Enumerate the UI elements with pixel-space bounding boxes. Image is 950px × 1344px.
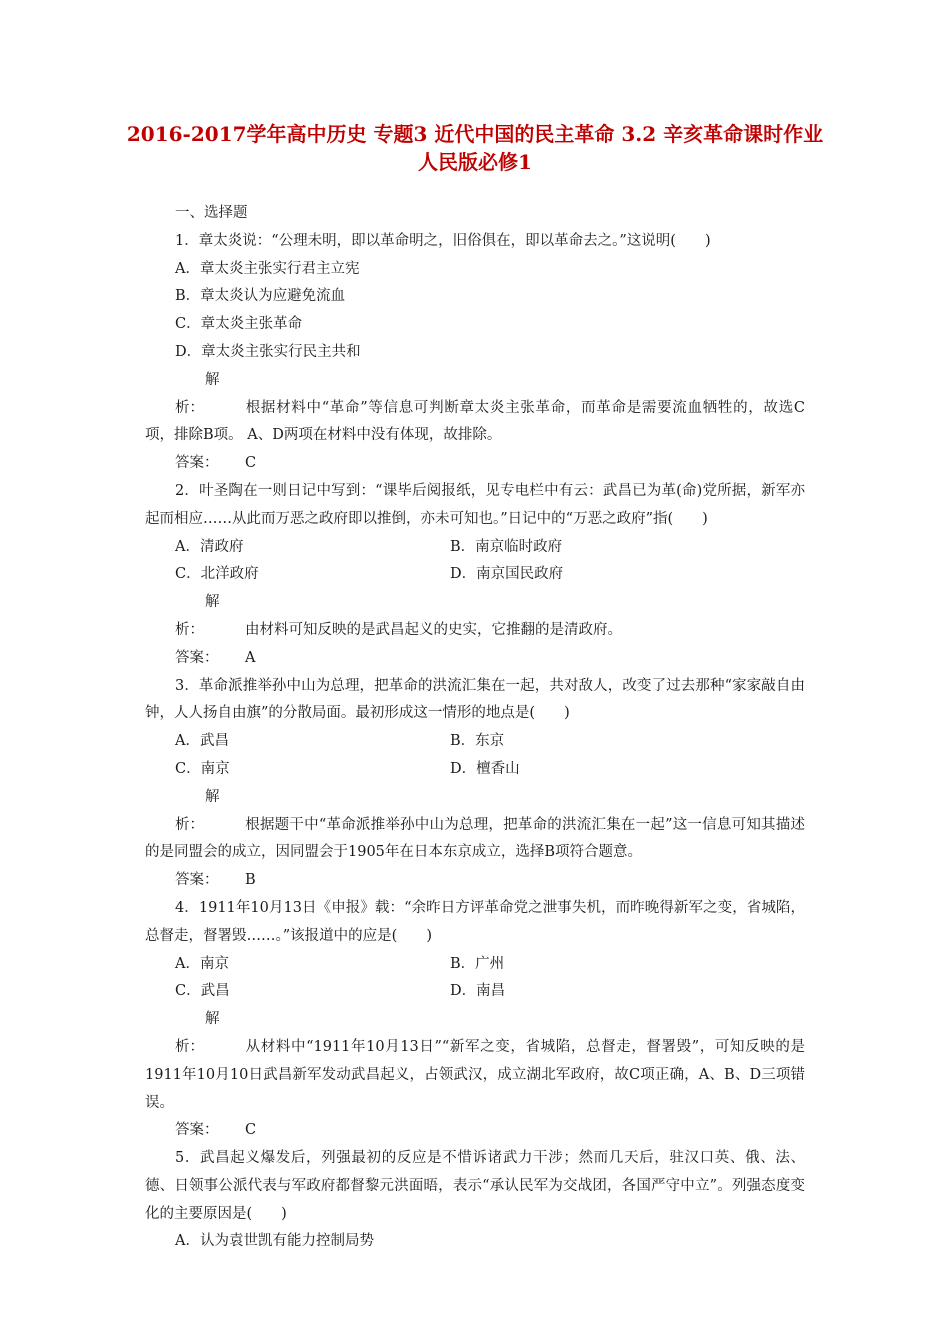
question-2-analysis	[145, 589, 805, 645]
answer-label: 答案：	[175, 872, 219, 889]
analysis-text: 根据材料中“革命”等信息可判断章太炎主张革命，而革命是需要流血牺牲的，故选C项，排除B项。 A、D两项在材料中没有体现，故排除。	[145, 399, 805, 444]
document-body	[145, 200, 805, 1256]
analysis-label: 解析：	[175, 788, 220, 833]
question-3-option-a: A．武昌	[175, 733, 229, 750]
question-2-answer	[145, 645, 805, 673]
question-1-option-b: B．章太炎认为应避免流血	[175, 288, 346, 305]
question-4-analysis	[145, 1006, 805, 1117]
question-4-option-a: A．南京	[175, 955, 229, 972]
answer-label: 答案：	[175, 649, 219, 666]
question-1-option-a: A．章太炎主张实行君主立宪	[175, 260, 360, 277]
document-title: 2016-2017学年高中历史 专题3 近代中国的民主革命 3.2 辛亥革命课时作业 人民版必修1	[126, 122, 824, 174]
answer-label: 答案：	[175, 455, 219, 472]
question-3-options-row-1	[145, 728, 805, 756]
question-1-answer	[145, 450, 805, 478]
question-4-answer	[145, 1117, 805, 1145]
question-2-options-row-2	[145, 561, 805, 589]
question-2-stem: 2．叶圣陶在一则日记中写到：“课毕后阅报纸，见专电栏中有云：武昌已为革(命)党所据，新军亦起而相应……从此而万恶之政府即以推倒，亦未可知也。”日记中的“万恶之政府”指( )	[145, 482, 805, 527]
analysis-text: 从材料中“1911年10月13日”“新军之变，省城陷，总督走，督署毁”，可知反映的是1911年10月10日武昌新军发动武昌起义，占领武汉，成立湖北军政府，故C项正确，A、B、D三项错误。	[145, 1038, 805, 1111]
answer-value: B	[245, 872, 256, 889]
question-1-stem: 1．章太炎说：“公理未明，即以革命明之，旧俗俱在，即以革命去之。”这说明( )	[175, 232, 711, 249]
question-3-option-c: C．南京	[175, 760, 230, 777]
question-5-stem: 5．武昌起义爆发后，列强最初的反应是不惜诉诸武力干涉；然而几天后，驻汉口英、俄、法、德、日领事公派代表与军政府都督黎元洪面晤，表示“承认民军为交战团，各国严守中立”。列强态度变化的主要原因是( )	[145, 1150, 805, 1222]
analysis-label: 解析：	[175, 594, 220, 638]
question-4-option-c: C．武昌	[175, 983, 230, 1000]
question-2-option-b: B．南京临时政府	[450, 538, 563, 555]
answer-label: 答案：	[175, 1122, 219, 1139]
answer-value: C	[245, 455, 257, 472]
question-4-option-b: B．广州	[450, 955, 505, 972]
question-2-options-row-1	[145, 534, 805, 562]
analysis-text: 根据题干中“革命派推举孙中山为总理，把革命的洪流汇集在一起”这一信息可知其描述的是同盟会的成立，因同盟会于1905年在日本东京成立，选择B项符合题意。	[145, 816, 805, 861]
question-1-analysis	[145, 367, 805, 450]
question-2-option-c: C．北洋政府	[175, 566, 259, 583]
question-1-option-d: D．章太炎主张实行民主共和	[175, 343, 361, 360]
question-2-option-a: A．清政府	[175, 538, 244, 555]
question-4-options-row-1	[145, 951, 805, 979]
question-3-options-row-2	[145, 756, 805, 784]
question-4-options-row-2	[145, 978, 805, 1006]
analysis-label: 解析：	[175, 371, 220, 416]
question-3-option-d: D．檀香山	[450, 760, 520, 777]
question-4-stem: 4．1911年10月13日《申报》载：“余昨日方评革命党之泄事失机，而昨晚得新军之变，省城陷，总督走，督署毁……。”该报道中的应是( )	[145, 899, 805, 944]
question-2-option-d: D．南京国民政府	[450, 566, 564, 583]
answer-value: A	[245, 649, 256, 666]
question-3-analysis	[145, 784, 805, 867]
section-heading: 一、选择题	[175, 205, 248, 221]
question-5-option-a: A．认为袁世凯有能力控制局势	[175, 1233, 374, 1250]
analysis-label: 解析：	[175, 1011, 220, 1055]
question-3-answer	[145, 867, 805, 895]
analysis-text: 由材料可知反映的是武昌起义的史实，它推翻的是清政府。	[245, 621, 622, 638]
question-4-option-d: D．南昌	[450, 983, 506, 1000]
question-3-stem: 3．革命派推举孙中山为总理，把革命的洪流汇集在一起，共对敌人，改变了过去那种“家家敲自由钟，人人扬自由旗”的分散局面。最初形成这一情形的地点是( )	[145, 677, 805, 722]
question-1-option-c: C．章太炎主张革命	[175, 316, 303, 333]
question-3-option-b: B．东京	[450, 733, 505, 750]
answer-value: C	[245, 1122, 257, 1139]
